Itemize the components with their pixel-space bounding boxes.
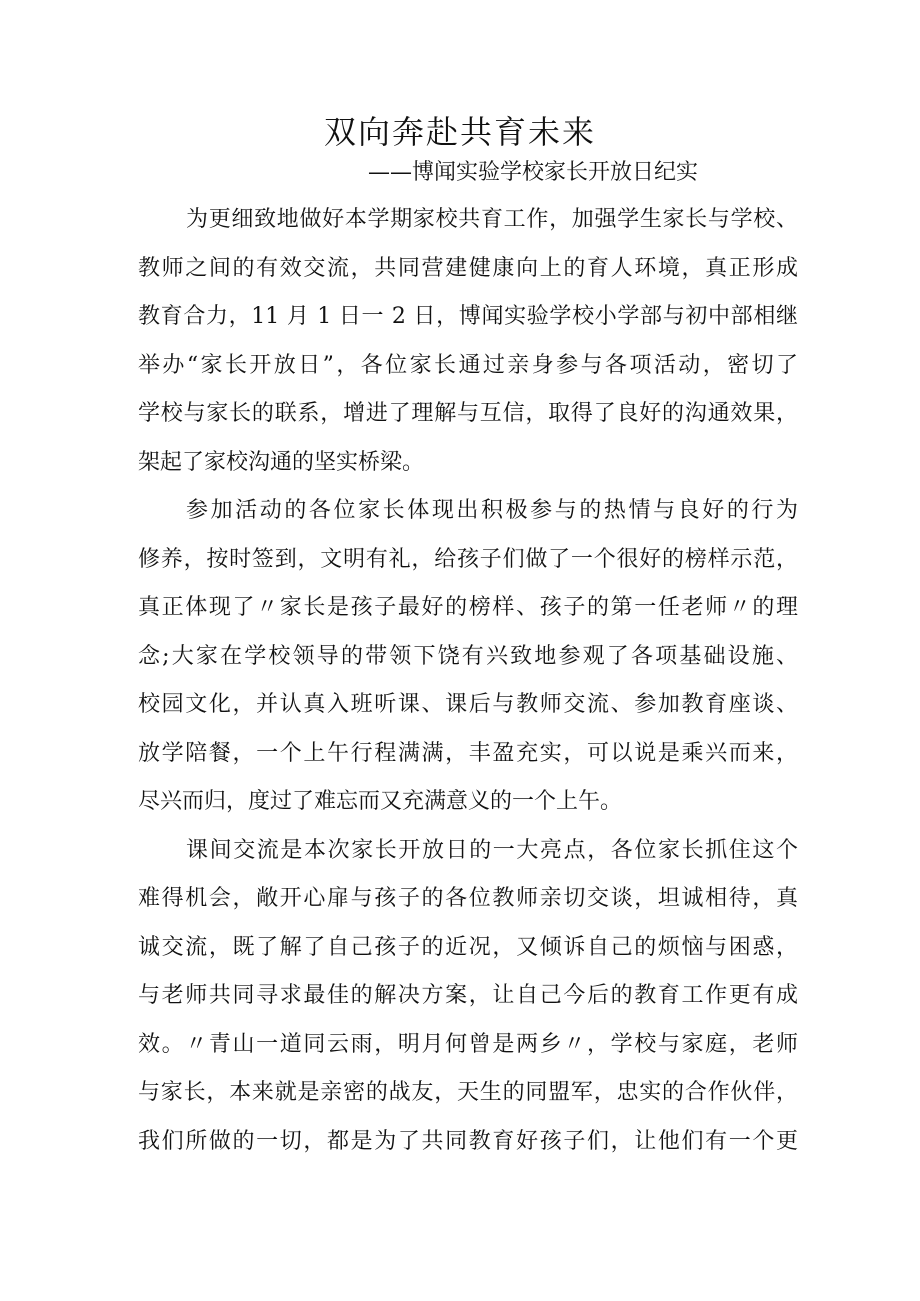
- paragraph-line: 效。〃青山一道同云雨，明月何曾是两乡〃，学校与家庭，老师: [138, 1031, 798, 1057]
- paragraph-line: 放学陪餐，一个上午行程满满，丰盈充实，可以说是乘兴而来，: [138, 740, 798, 766]
- paragraph-line: 难得机会，敞开心扉与孩子的各位教师亲切交谈，坦诚相待，真: [138, 886, 798, 911]
- paragraph-line: 念;大家在学校领导的带领下饶有兴致地参观了各项基础设施、: [138, 643, 798, 669]
- paragraph-line: 我们所做的一切，都是为了共同教育好孩子们，让他们有一个更: [138, 1128, 798, 1154]
- paragraph-line: 教师之间的有效交流，共同营建健康向上的育人环境，真正形成: [138, 255, 798, 281]
- paragraph-line: 学校与家长的联系，增进了理解与互信，取得了良好的沟通效果，: [138, 401, 798, 426]
- paragraph-line: 诚交流，既了解了自己孩子的近况，又倾诉自己的烦恼与困惑，: [138, 934, 798, 960]
- paragraph-line: 课间交流是本次家长开放日的一大亮点，各位家长抓住这个: [186, 837, 798, 863]
- document-subtitle: ——博闻实验学校家长开放日纪实: [368, 160, 699, 185]
- paragraph-line: 架起了家校沟通的坚实桥梁。: [138, 449, 425, 475]
- paragraph-line: 真正体现了〃家长是孩子最好的榜样、孩子的第一任老师〃的理: [138, 595, 798, 620]
- paragraph-2: [138, 487, 798, 827]
- paragraph-1: [138, 196, 798, 487]
- paragraph-line: 与家长，本来就是亲密的战友，天生的同盟军，忠实的合作伙伴，: [138, 1080, 798, 1105]
- paragraph-line: 为更细致地做好本学期家校共育工作，加强学生家长与学校、: [186, 207, 798, 232]
- paragraph-line: 校园文化，并认真入班听课、课后与教师交流、参加教育座谈、: [138, 692, 798, 717]
- document-body: [138, 196, 798, 1166]
- document-title: 双向奔赴共育未来: [323, 113, 596, 151]
- paragraph-line: 举办“家长开放日”，各位家长通过亲身参与各项活动，密切了: [138, 352, 798, 378]
- paragraph-line: 修养，按时签到，文明有礼，给孩子们做了一个很好的榜样示范，: [138, 546, 798, 572]
- paragraph-3: [138, 827, 798, 1167]
- paragraph-line: 教育合力，11 月 1 日一 2 日，博闻实验学校小学部与初中部相继: [138, 304, 798, 329]
- paragraph-line: 与老师共同寻求最佳的解决方案，让自己今后的教育工作更有成: [138, 983, 798, 1008]
- paragraph-line: 尽兴而归，度过了难忘而又充满意义的一个上午。: [138, 789, 623, 814]
- paragraph-line: 参加活动的各位家长体现出积极参与的热情与良好的行为: [186, 498, 798, 523]
